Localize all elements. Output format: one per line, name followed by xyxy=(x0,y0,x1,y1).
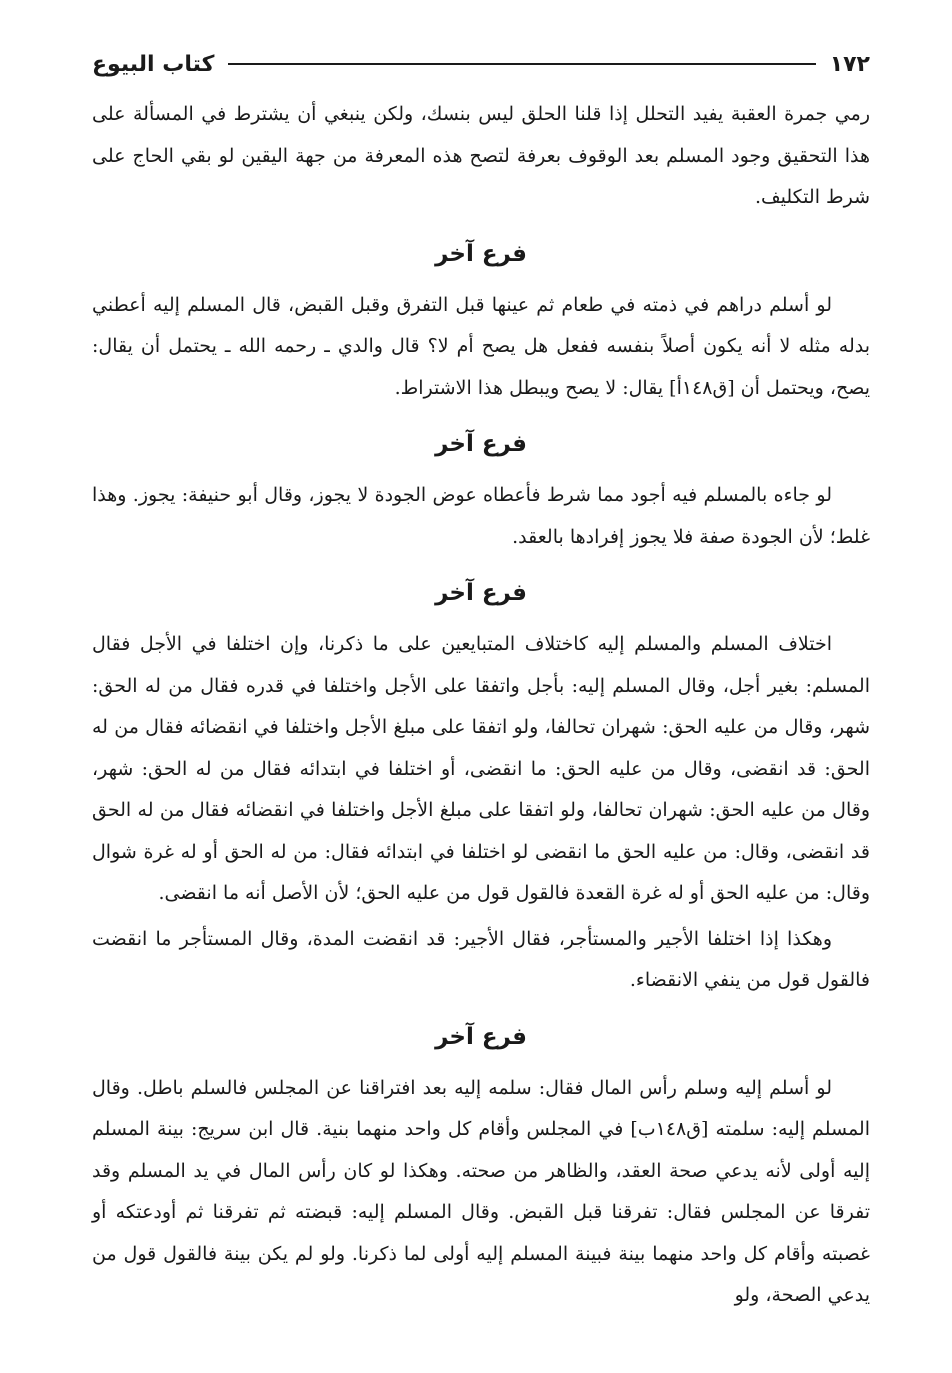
paragraph-intro: رمي جمرة العقبة يفيد التحلل إذا قلنا الحلق ليس بنسك، ولكن ينبغي أن يشترط في المسألة على هذا التحقيق وجود المسلم بعد الوقوف بعرفة لتصح هذه المعرفة من جهة اليقين لو بقي الحاج على شرط التكليف. xyxy=(92,103,870,208)
paragraph-disagreement: اختلاف المسلم والمسلم إليه كاختلاف المتبايعين على ما ذكرنا، وإن اختلفا في الأجل فقال المسلم: بغير أجل، وقال المسلم إليه: بأجل واتفقا على الأجل واختلفا في قدره فقال من له الحق: شهر، وقال من عليه الحق: شهران تحالفا، ولو اتفقا على مبلغ الأجل واختلفا في انقضائه فقال من له الحق: قد انقضى، وقال من عليه الحق: ما انقضى، أو اختلفا في ابتدائه فقال من له الحق: شهر، وقال من عليه الحق: شهران تحالفا، ولو اتفقا على مبلغ الأجل واختلفا في انقضائه فقال من له الحق قد انقضى، وقال: من عليه الحق ما انقضى لو اختلفا في ابتدائه فقال: من له الحق أو له غرة شوال وقال: من عليه الحق أو له غرة القعدة فالقول قول من عليه الحق؛ لأن الأصل أنه ما انقضى. xyxy=(92,633,870,904)
paragraph-capital: لو أسلم إليه وسلم رأس المال فقال: سلمه إليه بعد افتراقنا عن المجلس فالسلم باطل. وقال المسلم إليه: سلمته [ق١٤٨ب] في المجلس وأقام كل واحد منهما بنية. قال ابن سريج: بينة المسلم إليه أولى لأنه يدعي صحة العقد، والظاهر من صحته. وهكذا لو كان رأس المال في يد المسلم وقد تفرقا عن المجلس فقال: تفرقنا قبل القبض. وقال المسلم إليه: قبضته ثم تفرقنا ثم أودعتكه أو غصبته وأقام كل واحد منهما بينة فبينة المسلم إليه أولى لما ذكرنا. ولو لم يكن بينة فالقول قول من يدعي الصحة، ولو xyxy=(92,1076,870,1306)
running-header xyxy=(92,44,870,84)
page-number: ١٧٢ xyxy=(829,51,870,77)
paragraph-dirhams: لو أسلم دراهم في ذمته في طعام ثم عينها قبل التفرق وقبل القبض، قال المسلم إليه أعطني بدله مثله لا أنه يكون أصلاً بنفسه ففعل هل يصح أم لا؟ قال والدي ـ رحمه الله ـ يحتمل أن يقال: يصح، ويحتمل أن [ق١٤٨أ] يقال: لا يصح ويبطل هذا الاشتراط. xyxy=(92,293,870,399)
section-heading: فرع آخر xyxy=(435,580,527,606)
section-heading: فرع آخر xyxy=(435,1023,527,1050)
section-heading: فرع آخر xyxy=(435,240,527,267)
header-rule xyxy=(228,63,815,65)
book-title: كتاب البيوع xyxy=(92,51,215,77)
section-heading: فرع آخر xyxy=(435,431,527,457)
paragraph-hire: وهكذا إذا اختلفا الأجير والمستأجر، فقال الأجير: قد انقضت المدة، وقال المستأجر ما انقضت فالقول قول من ينفي الانقضاء. xyxy=(92,927,870,991)
paragraph-quality: لو جاءه بالمسلم فيه أجود مما شرط فأعطاه عوض الجودة لا يجوز، وقال أبو حنيفة: يجوز. وهذا غلط؛ لأن الجودة صفة فلا يجوز إفرادها بالعقد. xyxy=(92,484,870,548)
